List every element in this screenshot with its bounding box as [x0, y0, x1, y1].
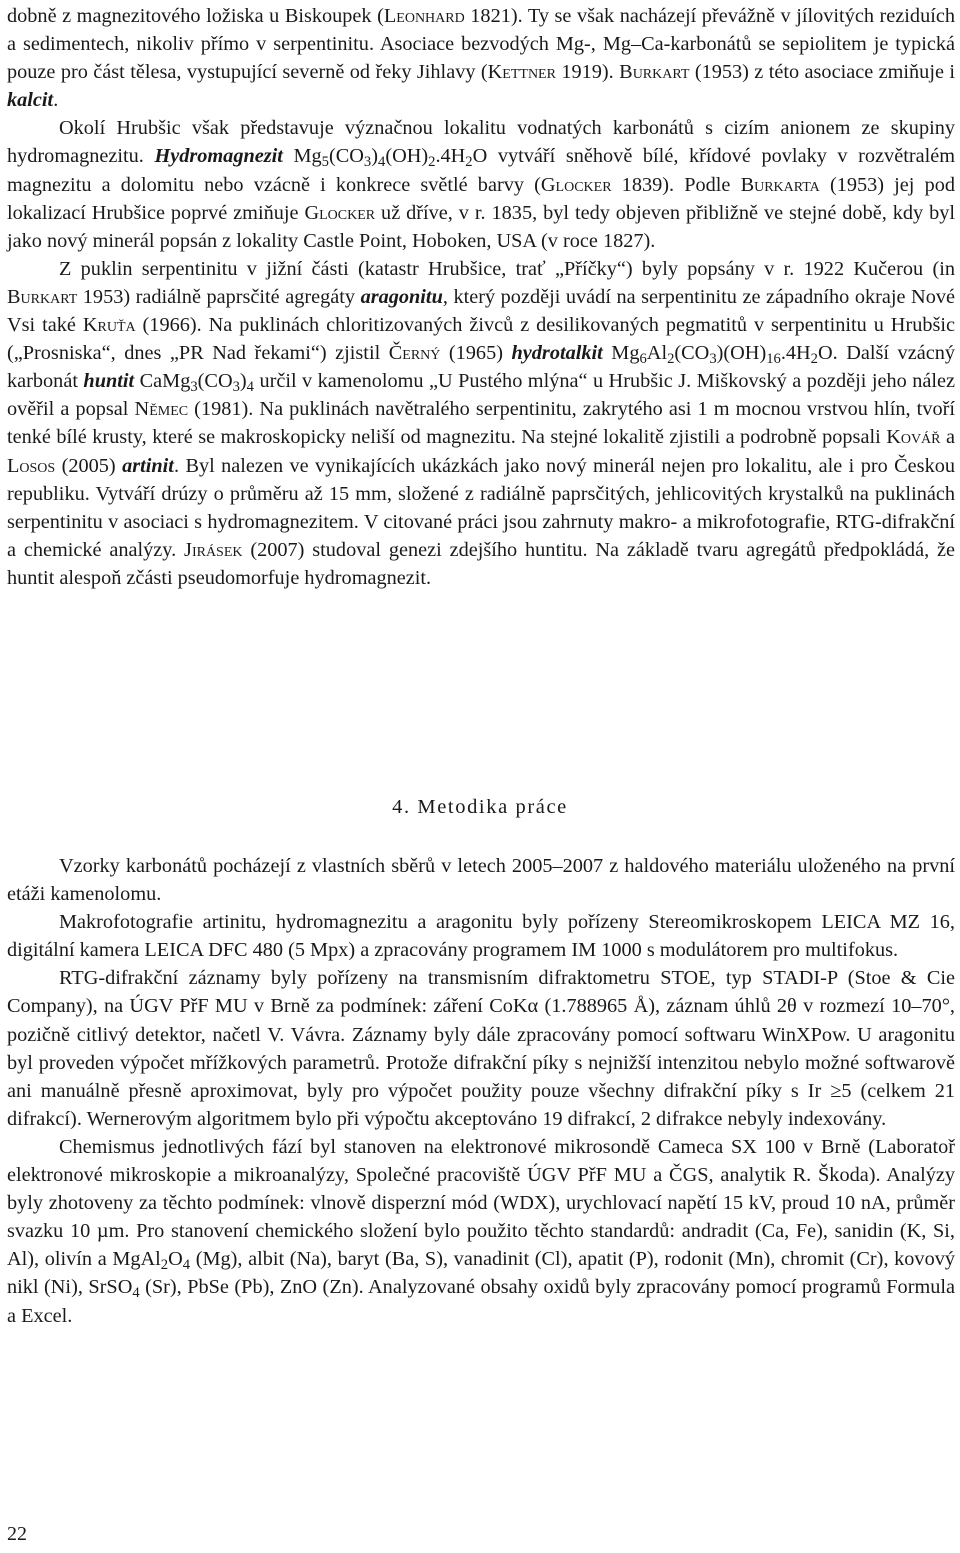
text-run: Al — [646, 342, 668, 365]
mineral-name: huntit — [83, 370, 135, 393]
author-name: Glocker — [540, 173, 612, 196]
author-name: Losos — [7, 454, 56, 477]
page-number: 22 — [7, 1523, 27, 1545]
subscript: 4 — [378, 154, 386, 171]
paragraph — [7, 852, 955, 908]
author-name: Kovář — [886, 426, 941, 449]
text-run: a — [940, 426, 955, 449]
text-run: .4H — [780, 342, 811, 365]
text-run: (1953) jej pod lokalizací Hrubšice poprvé zmiňuje — [7, 173, 955, 224]
text-run: (2005) — [55, 454, 123, 477]
author-name: Černý — [388, 342, 441, 365]
text-run: už dříve, v r. 1835, byl tedy objeven přibližně ve stejné době, kdy byl jako nový minerál popsán z lokality Castle Point, Hoboken, USA (v roce 1827). — [7, 201, 955, 252]
paragraph — [7, 114, 955, 254]
author-name: Burkarta — [740, 173, 820, 196]
text-run: (Sr), PbSe (Pb), ZnO (Zn). Analyzované obsahy oxidů byly zpracovány pomocí programů Formula a Excel. — [7, 1276, 955, 1327]
author-name: Kruťa — [82, 314, 136, 337]
text-run: RTG-difrakční záznamy byly pořízeny na transmisním difraktometru STOE, typ STADI-P (Stoe & Cie Company), na ÚGV PřF MU v Brně za podmínek: záření CoKα (1.788965 Å), záznam úhlů 2θ v rozmezí 10–70°, pozičně citlivý detektor, načetl V. Vávra. Záznamy byly dále zpracovány pomocí softwaru WinXPow. U aragonitu byl proveden výpočet mřížkových parametrů. Protože difrakční píky s nejnižší intenzitou nebylo možné softwarově ani manuálně přesně aproximovat, byly pro výpočet použity pouze všechny difrakční píky s Ir ≥5 (celkem 21 difrakcí). Wernerovým algoritmem bylo při výpočtu akceptováno 19 difrakcí, 2 difrakce nebyly indexovány. — [7, 967, 955, 1130]
paragraph — [7, 1133, 955, 1330]
author-name: Kettner — [487, 61, 556, 84]
text-run: dobně z magnezitového ložiska u Biskoupek ( — [7, 5, 384, 27]
text-run: ) — [239, 370, 247, 393]
text-run: Mg — [602, 342, 640, 365]
mineral-name: artinit — [122, 454, 174, 477]
text-run: (CO — [674, 342, 710, 365]
subscript: 4 — [246, 379, 254, 396]
subscript: 2 — [160, 1257, 169, 1274]
subscript: 5 — [321, 154, 329, 171]
body-text-top — [7, 2, 955, 592]
text-run: (CO — [197, 370, 233, 393]
subscript: 3 — [232, 379, 240, 396]
author-name: Burkart — [7, 285, 78, 308]
text-run: O — [168, 1248, 183, 1271]
text-run: Chemismus jednotlivých fází byl stanoven na elektronové mikrosondě Cameca SX 100 v Brně (Laboratoř elektronové mikroskopie a mikroanalýzy, Společné pracoviště ÚGV PřF MU a ČGS, analytik R. Škoda). Analýzy byly zhotoveny za těchto podmínek: vlnově disperzní mód (WDX), urychlovací napětí 15 kV, proud 10 nA, průměr svazku 10 µm. Pro stanovení chemického složení bylo použito těchto standardů: andradit (Ca, Fe), sanidin (K, Si, Al), olivín a MgAl — [7, 1135, 955, 1271]
subscript: 3 — [190, 379, 198, 396]
subscript: 4 — [182, 1257, 191, 1274]
text-run: , který později uvádí na serpentinitu ze západního okraje Nové Vsi také — [7, 285, 955, 337]
subscript: 4 — [132, 1285, 140, 1302]
paragraph — [7, 2, 955, 114]
text-run: (CO — [328, 145, 364, 168]
subscript: 3 — [363, 154, 372, 171]
subscript: 6 — [639, 351, 647, 368]
author-name: Glocker — [304, 201, 376, 224]
author-name: Jirásek — [184, 538, 243, 561]
text-run: .4H — [435, 145, 466, 168]
paragraph — [7, 908, 955, 964]
subscript: 2 — [667, 351, 675, 368]
text-run: 1919). — [555, 61, 620, 84]
subscript: 2 — [810, 351, 818, 368]
subscript: 3 — [709, 351, 717, 368]
section-heading: 4. Metodika práce — [392, 796, 568, 818]
text-run: O vytváří sněhově bílé, křídové povlaky v rozvětralém magnezitu a dolomitu nebo vzácně i konkrece světlé barvy ( — [7, 145, 955, 196]
text-run: Vzorky karbonátů pocházejí z vlastních sběrů v letech 2005–2007 z haldového materiálu uloženého na první etáži kamenolomu. — [7, 855, 955, 906]
paragraph — [7, 255, 955, 592]
text-run: . Byl nalezen ve vynikajících ukázkách jako nový minerál nejen pro lokalitu, ale i pro Českou republiku. Vytváří drúzy o průměru až 15 mm, složené z radiálně paprsčitých, jehlicovitých krystalků na puklinách serpentinitu v asociaci s hydromagnezitem. V citované práci jsou zahrnuty makro- a mikrofotografie, RTG-difrakční a chemické analýzy. — [7, 454, 955, 561]
author-name: Němec — [134, 398, 189, 421]
text-run: . — [53, 89, 59, 112]
text-run: 1839). Podle — [611, 173, 741, 196]
mineral-name: aragonitu — [360, 285, 443, 308]
mineral-name: kalcit — [7, 89, 54, 112]
text-run: Mg — [282, 145, 322, 168]
subscript: 2 — [428, 154, 436, 171]
text-run: Z puklin serpentinitu v jižní části (katastr Hrubšice, trať „Příčky“) byly popsány v r. 1922 Kučerou (in — [59, 257, 955, 280]
text-run: (1966). Na puklinách chloritizovaných živců z desilikovaných pegmatitů v serpentinitu u Hrubšic („Prosniska“, dnes „PR Nad řekami“) zjistil — [7, 314, 956, 365]
text-run: (2007) studoval genezi zdejšího huntitu. Na základě tvaru agregátů předpokládá, že huntit alespoň zčásti pseudomorfuje hydromagnezit. — [7, 538, 955, 589]
body-text-methods — [7, 852, 955, 1330]
text-run: 1821). Ty se však nacházejí převážně v jílovitých reziduích a sedimentech, nikoliv přímo v serpentinitu. Asociace bezvodých Mg-, Mg–Ca-karbonátů se sepiolitem je typická pouze pro část tělesa, vystupující severně od řeky Jihlavy ( — [7, 5, 955, 84]
text-run: Okolí Hrubšic však představuje význačnou lokalitu vodnatých karbonátů s cizím anionem ze skupiny hydromagnezitu. — [7, 117, 955, 168]
text-run: určil v kamenolomu „U Pustého mlýna“ u Hrubšic J. Miškovský a později jeho nález ověřil a popsal — [7, 370, 956, 421]
mineral-name: Hydromagnezit — [154, 145, 283, 168]
text-run: (OH) — [385, 145, 429, 168]
subscript: 2 — [465, 154, 473, 171]
text-run: (1981). Na puklinách navětralého serpentinitu, zakrytého asi 1 m mocnou vrstvou hlín, tvoří tenké bílé krusty, které se makroskopicky neliší od magnezitu. Na stejné lokalitě zjistili a podrobně popsali — [7, 398, 955, 449]
paragraph — [7, 964, 955, 1133]
text-run: CaMg — [134, 370, 191, 393]
subscript: 16 — [766, 351, 781, 368]
text-run: )(OH) — [716, 342, 767, 365]
text-run: O. Další vzácný karbonát — [7, 342, 955, 393]
text-run: (Mg), albit (Na), baryt (Ba, S), vanadinit (Cl), apatit (P), rodonit (Mn), chromit (Cr), kovový nikl (Ni), SrSO — [7, 1248, 955, 1299]
text-run: ) — [371, 145, 378, 168]
text-run: Makrofotografie artinitu, hydromagnezitu a aragonitu byly pořízeny Stereomikroskopem LEICA MZ 16, digitální kamera LEICA DFC 480 (5 Mpx) a zpracovány programem IM 1000 s modulátorem pro multifokus. — [7, 911, 955, 962]
text-run: (1953) z této asociace zmiňuje i — [689, 61, 955, 84]
author-name: Burkart — [619, 61, 690, 84]
text-run: (1965) — [440, 342, 512, 365]
author-name: Leonhard — [383, 5, 465, 27]
mineral-name: hydrotalkit — [511, 342, 603, 365]
text-run: 1953) radiálně paprsčité agregáty — [77, 285, 361, 308]
